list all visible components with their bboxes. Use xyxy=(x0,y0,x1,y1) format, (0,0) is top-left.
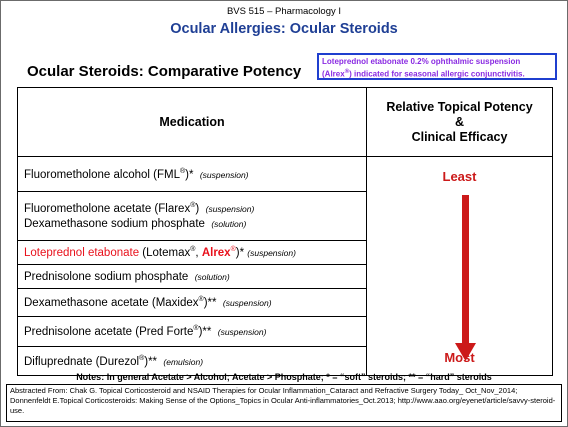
slide-title: Ocular Allergies: Ocular Steroids xyxy=(170,21,398,37)
drug-name-highlight: Alrex xyxy=(201,246,231,259)
registered-mark: ® xyxy=(230,246,236,254)
drug-mark: )** xyxy=(203,296,217,309)
callout-text: ) indicated for seasonal allergic conjunctivitis. xyxy=(349,69,525,79)
drug-mark: )** xyxy=(198,325,212,338)
medication-line xyxy=(24,218,360,230)
registered-mark: ® xyxy=(198,296,204,304)
drug-mark: ) xyxy=(195,202,200,215)
drug-sep: , xyxy=(195,246,202,259)
notes-line: Notes: In general Acetate > Alcohol; Acetate > Phosphate; * = “soft” steroids; ** = “hard” steroids xyxy=(76,372,492,382)
registered-mark: ® xyxy=(190,201,196,209)
formulation-note: (emulsion) xyxy=(163,356,204,367)
medication-cell xyxy=(18,317,367,347)
medication-cell xyxy=(18,192,367,241)
drug-name: Prednisolone acetate (Pred Forte xyxy=(24,325,194,338)
drug-name: Dexamethasone acetate (Maxidex xyxy=(24,296,199,309)
potency-header-line: Clinical Efficacy xyxy=(411,129,508,144)
potency-header xyxy=(367,88,553,157)
drug-name: Difluprednate (Durezol xyxy=(24,355,140,368)
least-label: Least xyxy=(442,169,477,184)
callout-line-1: Loteprednol etabonate 0.2% ophthalmic suspension xyxy=(322,57,521,66)
drug-mark: )** xyxy=(144,355,158,368)
section-subtitle: Ocular Steroids: Comparative Potency xyxy=(27,63,302,80)
formulation-note: (suspension) xyxy=(205,203,255,214)
potency-table xyxy=(17,87,553,376)
drug-mark: )* xyxy=(185,168,194,181)
drug-mark: )* xyxy=(235,246,245,259)
formulation-note: (suspension) xyxy=(247,247,296,258)
course-label: BVS 515 – Pharmacology I xyxy=(226,6,342,17)
drug-name: (Lotemax xyxy=(139,246,191,259)
registered-mark: ® xyxy=(190,246,196,254)
source-citation: Abstracted From: Chak G. Topical Corticosteroid and NSAID Therapies for Ocular Inflammation_Cataract and Refractive Surgery Today_ Oct_Nov_2014; Donnenfeldt E.Topical Corticosteroids: Making Sense of the Options_Topics in Ocular Anti-inflammatories_Oct.2013; http://www.aao.org/eyenet/article/savvy-steroid-use. xyxy=(6,384,562,422)
potency-header-line: & xyxy=(454,114,465,129)
alrex-callout xyxy=(317,53,557,80)
callout-line-2 xyxy=(322,67,552,80)
drug-name: Prednisolone sodium phosphate xyxy=(24,270,189,283)
formulation-note: (suspension) xyxy=(217,326,267,337)
formulation-note: (suspension) xyxy=(222,297,272,308)
medication-line xyxy=(24,202,360,215)
drug-name-highlight: Loteprednol etabonate xyxy=(24,246,140,259)
most-label: Most xyxy=(444,350,475,365)
medication-cell xyxy=(18,157,367,192)
medication-cell xyxy=(18,241,367,265)
medication-cell xyxy=(18,289,367,317)
table-row xyxy=(18,157,553,192)
potency-scale xyxy=(367,157,553,376)
registered-mark: ® xyxy=(139,354,145,362)
drug-name: Fluorometholone alcohol (FML xyxy=(24,168,180,181)
table-header-row xyxy=(18,88,553,157)
potency-header-line: Relative Topical Potency xyxy=(386,99,533,114)
drug-name: Fluorometholone acetate (Flarex xyxy=(24,202,191,215)
formulation-note: (suspension) xyxy=(199,169,249,180)
formulation-note: (solution) xyxy=(211,219,247,230)
registered-mark: ® xyxy=(193,325,199,333)
callout-text: (Alrex xyxy=(322,69,345,79)
medication-cell xyxy=(18,265,367,289)
medication-header: Medication xyxy=(18,88,367,157)
registered-mark: ® xyxy=(344,69,350,75)
formulation-note: (solution) xyxy=(194,271,230,282)
registered-mark: ® xyxy=(179,167,186,175)
drug-name: Dexamethasone sodium phosphate xyxy=(24,218,205,231)
